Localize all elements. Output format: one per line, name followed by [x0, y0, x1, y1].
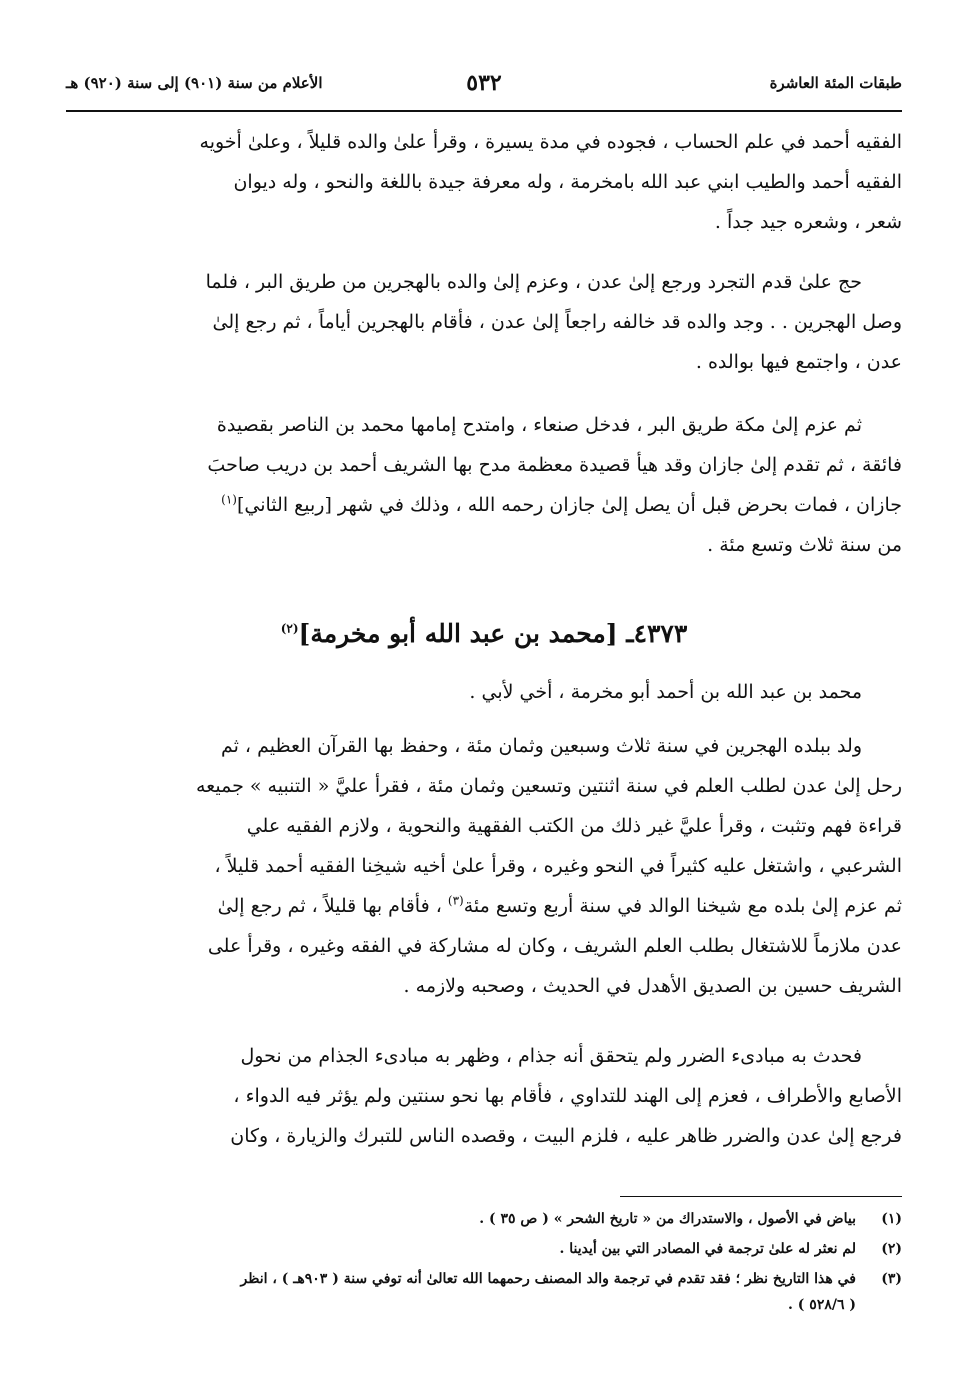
- text-line: رحل إلىٰ عدن لطلب العلم في سنة اثنتين وتسعين وثمان مئة ، فقرأ عليَّ « التنبيه » جميعه: [196, 775, 902, 797]
- footnote-ref: (٣): [447, 893, 464, 908]
- text-line: الشرعبي ، واشتغل عليه كثيراً في النحو وغيره ، وقرأ علىٰ أخيه شيخِنا الفقيه أحمد قليلاً ،: [214, 855, 902, 877]
- paragraph-3: [66, 405, 902, 565]
- footnote-number: (٣): [881, 1271, 902, 1287]
- text-line: من سنة ثلاث وتسع مئة .: [707, 534, 902, 556]
- entry-heading: [66, 614, 902, 654]
- text-line: [66, 485, 902, 525]
- paragraph-6: [66, 1036, 902, 1156]
- footnote-text: لم نعثر له علىٰ ترجمة في المصادر التي بين أيدينا .: [559, 1241, 856, 1257]
- text-span: ، فأقام بها قليلاً ، ثم رجع إلىٰ: [217, 895, 448, 917]
- paragraph-4: [66, 672, 902, 712]
- footnote-2: [66, 1236, 902, 1262]
- header-range-title: الأعلام من سنة (٩٠١) إلى سنة (٩٢٠) هـ: [66, 74, 323, 92]
- text-line: الأصابع والأطراف ، فعزم إلى الهند للتداوي ، فأقام بها نحو سنتين ولم يؤثر فيه الدواء ،: [233, 1085, 902, 1107]
- text-line: الفقيه أحمد في علم الحساب ، فجوده في مدة يسيرة ، وقرأ علىٰ والده قليلاً ، وعلىٰ أخويه: [199, 131, 902, 153]
- text-line: الفقيه أحمد والطيب ابني عبد الله بامخرمة ، وله معرفة جيدة باللغة والنحو ، وله ديوان: [233, 171, 902, 193]
- text-line: محمد بن عبد الله بن أحمد أبو مخرمة ، أخي لأبي .: [469, 681, 862, 703]
- footnote-divider: [620, 1196, 902, 1197]
- text-line: ولد ببلده الهجرين في سنة ثلاث وسبعين وثمان مئة ، وحفظ بها القرآن العظيم ، ثم: [220, 735, 862, 757]
- text-span: ثم عزم إلىٰ بلده مع شيخنا الوالد في سنة أربع وتسع مئة: [463, 895, 902, 917]
- footnote-ref: (٢): [280, 621, 299, 636]
- text-line: فرجع إلىٰ عدن والضرر ظاهر عليه ، فلزم البيت ، وقصده الناس للتبرك والزيارة ، وكان: [230, 1125, 902, 1147]
- running-header: [66, 70, 902, 106]
- text-line: [66, 886, 902, 926]
- text-line: عدن ، واجتمع فيها بوالده .: [695, 351, 902, 373]
- footnote-number: (١): [881, 1211, 902, 1227]
- footnote-number: (٢): [881, 1241, 902, 1257]
- text-line: شعر ، وشعره جيد جداً .: [714, 211, 902, 233]
- text-line: فائقة ، ثم تقدم إلىٰ جازان وقد هيأ قصيدة معظمة مدح بها الشريف أحمد بن دريب صاحبَ: [207, 454, 902, 476]
- footnote-1: [66, 1206, 902, 1232]
- text-line: وصل الهجرين . . وجد والده قد خالفه راجعاً إلىٰ عدن ، فأقام بالهجرين أياماً ، ثم رجع إلىٰ: [212, 311, 902, 333]
- header-section-title: طبقات المئة العاشرة: [769, 74, 902, 92]
- entry-heading-text: ٤٣٧٣ـ [محمد بن عبد الله أبو مخرمة]: [298, 619, 688, 648]
- text-line: قراءة فهم وتثبت ، وقرأ عليَّ غير ذلك من الكتب الفقهية والنحوية ، ولازم الفقيه علي: [246, 815, 902, 837]
- text-span: جازان ، فمات بحرض قبل أن يصل إلىٰ جازان رحمه الله ، وذلك في شهر [ربيع الثاني]: [236, 494, 902, 516]
- paragraph-5: [66, 726, 902, 1006]
- paragraph-2: [66, 262, 902, 382]
- paragraph-1: [66, 122, 902, 242]
- footnote-text: بياض في الأصول ، والاستدراك من « تاريخ الشحر » ( ص ٣٥ ) .: [479, 1211, 856, 1227]
- page-number: ٥٣٢: [466, 70, 502, 96]
- text-line: حج علىٰ قدم التجرد ورجع إلىٰ عدن ، وعزم إلىٰ والده بالهجرين من طريق البر ، فلما: [205, 271, 862, 293]
- footnote-3: [66, 1266, 902, 1318]
- header-divider: [66, 110, 902, 112]
- text-line: فحدث به مبادىء الضرر ولم يتحقق أنه جذام ، وظهر به مبادىء الجذام من نحول: [240, 1045, 862, 1067]
- text-line: الشريف حسين بن الصديق الأهدل في الحديث ، وصحبه ولازمه .: [403, 975, 902, 997]
- footnote-continuation: ( ٥٢٨/٦ ) .: [788, 1297, 856, 1313]
- text-line: ثم عزم إلىٰ مكة طريق البر ، فدخل صنعاء ، وامتدح إمامها محمد بن الناصر بقصيدة: [216, 414, 862, 436]
- text-line: عدن ملازماً للاشتغال بطلب العلم الشريف ، وكان له مشاركة في الفقه وغيره ، وقرأ على: [207, 935, 902, 957]
- footnote-ref: (١): [221, 492, 237, 507]
- footnote-text: في هذا التاريخ نظر ؛ فقد تقدم في ترجمة والد المصنف رحمهما الله تعالىٰ أنه توفي سنة ( ٩٠٣هـ ) ، انظر: [240, 1271, 856, 1287]
